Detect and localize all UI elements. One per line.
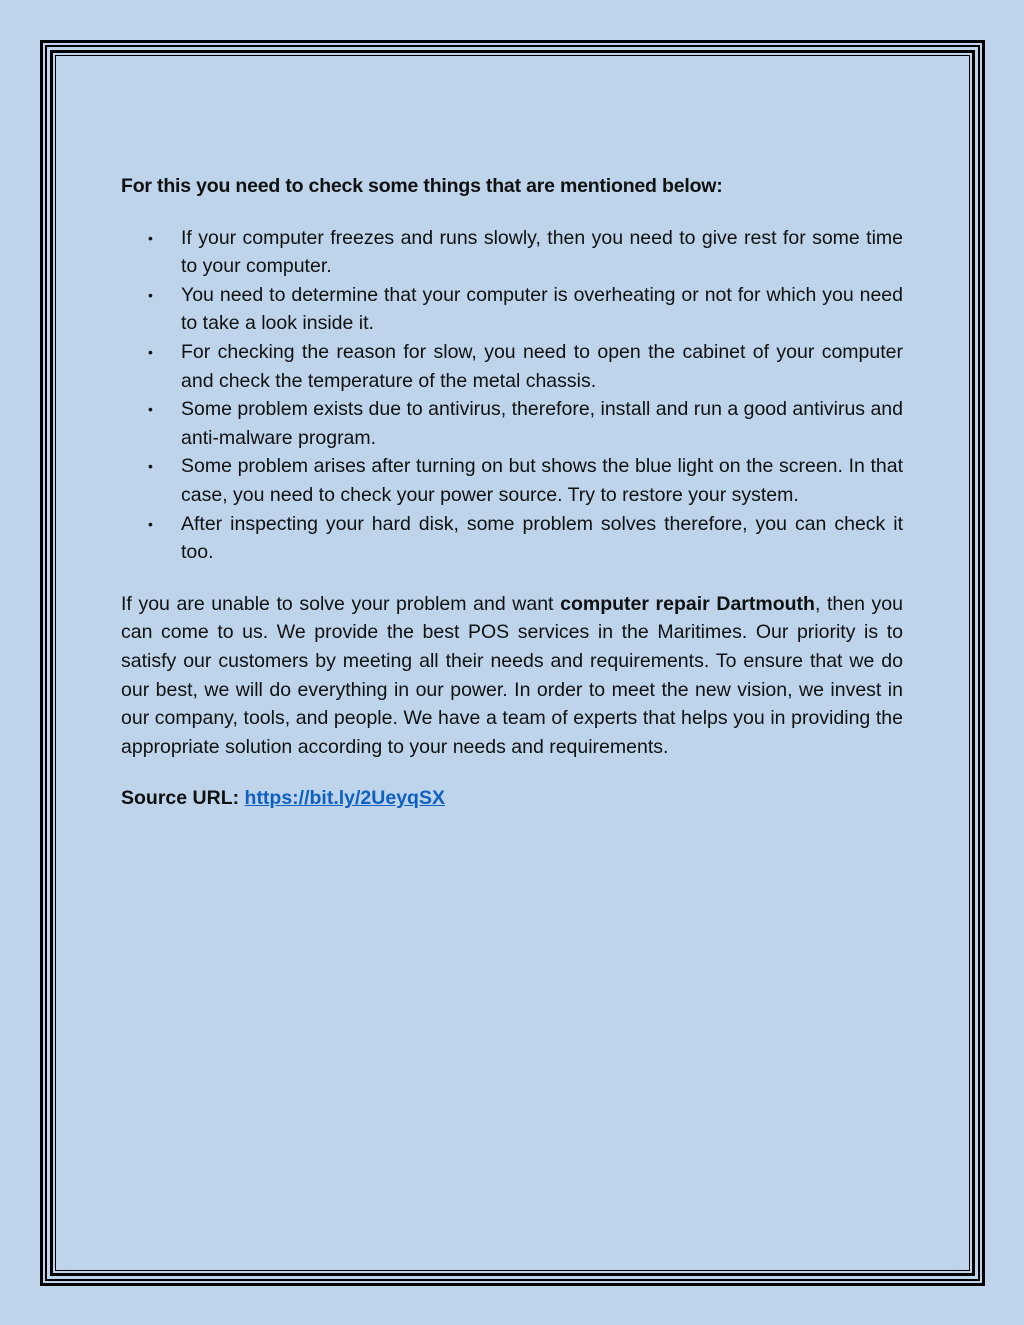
bullet-icon: • (148, 458, 153, 475)
checklist (121, 224, 903, 567)
paragraph-text-start: If you are unable to solve your problem and want (121, 592, 561, 615)
list-item (148, 452, 903, 509)
list-item-text: You need to determine that your computer is overheating or not for which you need to take a look inside it. (181, 283, 903, 335)
list-item-text: If your computer freezes and runs slowly, then you need to give rest for some time to your computer. (181, 226, 903, 278)
list-item (148, 224, 903, 281)
section-heading: For this you need to check some things that are mentioned below: (121, 175, 723, 197)
body-paragraph (121, 590, 903, 762)
bullet-icon: • (148, 515, 153, 532)
list-item-text: Some problem exists due to antivirus, therefore, install and run a good antivirus and anti-malware program. (181, 398, 903, 449)
source-line (121, 784, 903, 813)
source-label: Source URL: (121, 787, 240, 810)
bullet-icon: • (148, 343, 153, 360)
list-item (148, 510, 903, 567)
source-link[interactable]: https://bit.ly/2UeyqSX (244, 787, 445, 810)
list-item (148, 395, 903, 452)
list-item-text: For checking the reason for slow, you need to open the cabinet of your computer and check the temperature of the metal chassis. (181, 340, 903, 392)
bullet-icon: • (148, 286, 153, 303)
bullet-icon: • (148, 229, 153, 246)
list-item (148, 281, 903, 338)
list-item-text: Some problem arises after turning on but shows the blue light on the screen. In that case, you need to check your power source. Try to restore your system. (181, 455, 903, 506)
document-body (121, 172, 903, 813)
list-item-text: After inspecting your hard disk, some problem solves therefore, you can check it too. (181, 512, 903, 564)
list-item (148, 338, 903, 395)
paragraph-text-end: , then you can come to us. We provide the best POS services in the Maritimes. Our priority is to satisfy our customers by meeting all their needs and requirements. To ensure that we do our best, we will do everything in our power. In order to meet the new vision, we invest in our company, tools, and people. We have a team of experts that helps you in providing the appropriate solution according to your needs and requirements. (121, 592, 903, 758)
bullet-icon: • (148, 401, 153, 418)
paragraph-emphasis: computer repair Dartmouth (560, 592, 815, 615)
